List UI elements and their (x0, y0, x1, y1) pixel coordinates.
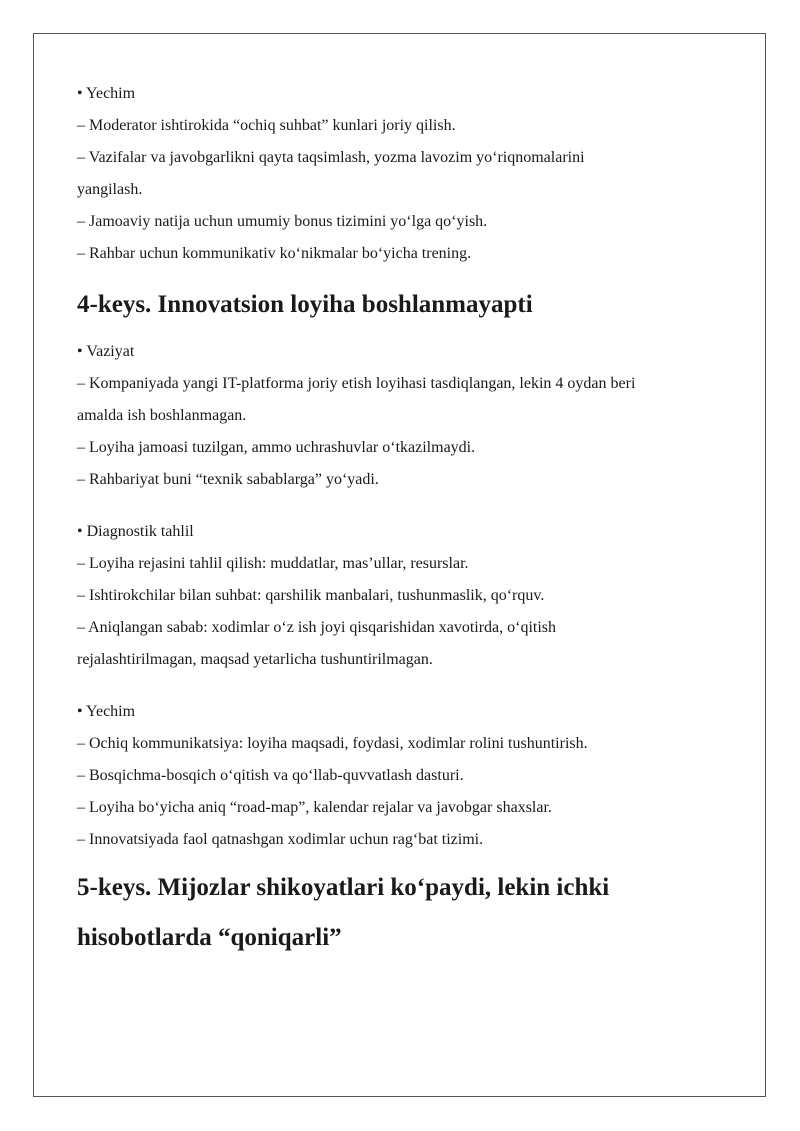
diagnosis-section (77, 516, 737, 676)
solution-section-case3 (77, 78, 737, 270)
case-5-title (77, 863, 737, 963)
list-item: – Loyiha bo‘yicha aniq “road-map”, kalendar rejalar va javobgar shaxslar. (77, 799, 552, 816)
list-item: – Kompaniyada yangi IT-platforma joriy etish loyihasi tasdiqlangan, lekin 4 oydan beri (77, 375, 636, 392)
list-item-continuation: rejalashtirilmagan, maqsad yetarlicha tushuntirilmagan. (77, 651, 433, 668)
case-4-title: 4-keys. Innovatsion loyiha boshlanmayapti (77, 291, 533, 318)
list-item: – Moderator ishtirokida “ochiq suhbat” kunlari joriy qilish. (77, 117, 456, 134)
list-item-continuation: yangilash. (77, 181, 143, 198)
list-item: – Loyiha jamoasi tuzilgan, ammo uchrashuvlar o‘tkazilmaydi. (77, 439, 476, 456)
document-page (33, 33, 766, 1097)
solution-section-case4 (77, 696, 737, 856)
section-heading: • Yechim (77, 85, 136, 102)
list-item: – Rahbariyat buni “texnik sabablarga” yo‘yadi. (77, 471, 379, 488)
situation-section (77, 336, 737, 496)
list-item-continuation: amalda ish boshlanmagan. (77, 407, 247, 424)
list-item: – Bosqichma-bosqich o‘qitish va qo‘llab-quvvatlash dasturi. (77, 767, 464, 784)
list-item: – Rahbar uchun kommunikativ ko‘nikmalar bo‘yicha trening. (77, 245, 472, 262)
section-heading: • Yechim (77, 703, 136, 720)
paragraph-spacer (77, 676, 737, 696)
case-5-title-line-1: 5-keys. Mijozlar shikoyatlari ko‘paydi, lekin ichki (77, 874, 610, 901)
list-item: – Aniqlangan sabab: xodimlar o‘z ish joyi qisqarishidan xavotirda, o‘qitish (77, 619, 557, 636)
paragraph-spacer (77, 496, 737, 516)
list-item: – Ochiq kommunikatsiya: loyiha maqsadi, foydasi, xodimlar rolini tushuntirish. (77, 735, 588, 752)
section-heading: • Diagnostik tahlil (77, 523, 194, 540)
list-item: – Innovatsiyada faol qatnashgan xodimlar uchun rag‘bat tizimi. (77, 831, 484, 848)
case-5-title-line-2: hisobotlarda “qoniqarli” (77, 924, 342, 951)
list-item: – Jamoaviy natija uchun umumiy bonus tizimini yo‘lga qo‘yish. (77, 213, 488, 230)
list-item: – Loyiha rejasini tahlil qilish: muddatlar, mas’ullar, resurslar. (77, 555, 469, 572)
list-item: – Vazifalar va javobgarlikni qayta taqsimlash, yozma lavozim yo‘riqnomalarini (77, 149, 585, 166)
section-heading: • Vaziyat (77, 343, 135, 360)
list-item: – Ishtirokchilar bilan suhbat: qarshilik manbalari, tushunmaslik, qo‘rquv. (77, 587, 545, 604)
page-content (77, 78, 737, 963)
